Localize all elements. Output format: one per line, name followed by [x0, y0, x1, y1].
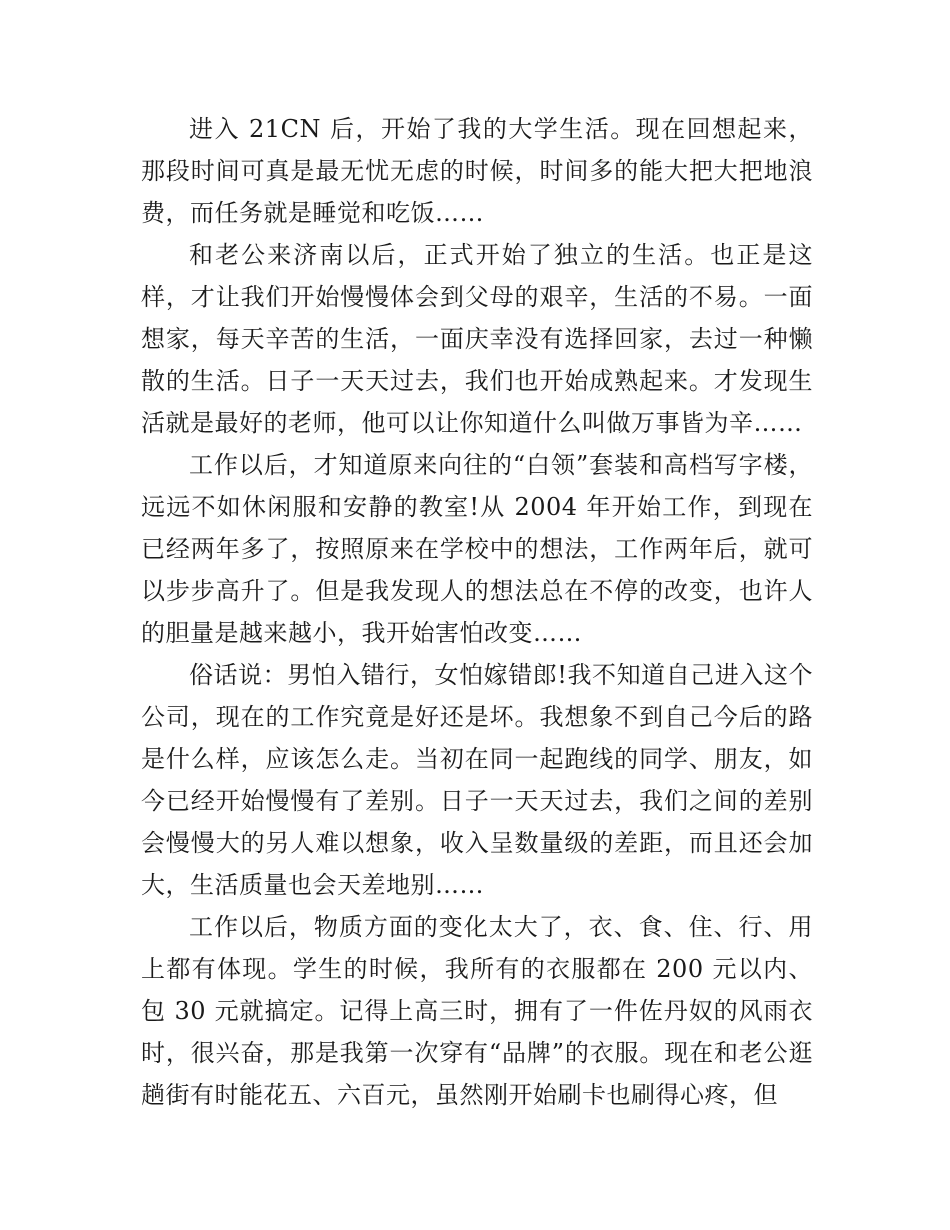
- document-body: [141, 108, 813, 1116]
- paragraph-work-life: 工作以后，才知道原来向往的“白领”套装和高档写字楼，远远不如休闲服和安静的教室!从 2004 年开始工作，到现在已经两年多了，按照原来在学校中的想法，工作两年后，就可以步步高升了。但是我发现人的想法总在不停的改变，也许人的胆量是越来越小，我开始害怕改变……: [141, 451, 813, 647]
- paragraph-jinan-life: 和老公来济南以后，正式开始了独立的生活。也正是这样，才让我们开始慢慢体会到父母的艰辛，生活的不易。一面想家，每天辛苦的生活，一面庆幸没有选择回家，去过一种懒散的生活。日子一天天过去，我们也开始成熟起来。才发现生活就是最好的老师，他可以让你知道什么叫做万事皆为辛……: [141, 241, 813, 437]
- paragraph-material-change: 工作以后，物质方面的变化太大了，衣、食、住、行、用上都有体现。学生的时候，我所有的衣服都在 200 元以内、包 30 元就搞定。记得上高三时，拥有了一件佐丹奴的风雨衣时，很兴奋，那是我第一次穿有“品牌”的衣服。现在和老公逛趟街有时能花五、六百元，虽然刚开始刷卡也刷得心疼，但: [141, 913, 813, 1109]
- paragraph-university-life: 进入 21CN 后，开始了我的大学生活。现在回想起来，那段时间可真是最无忧无虑的时候，时间多的能大把大把地浪费，而任务就是睡觉和吃饭……: [141, 115, 813, 227]
- paragraph-proverb: 俗话说：男怕入错行，女怕嫁错郎!我不知道自己进入这个公司，现在的工作究竟是好还是坏。我想象不到自己今后的路是什么样，应该怎么走。当初在同一起跑线的同学、朋友，如今已经开始慢慢有了差别。日子一天天过去，我们之间的差别会慢慢大的另人难以想象，收入呈数量级的差距，而且还会加大，生活质量也会天差地别……: [141, 661, 813, 899]
